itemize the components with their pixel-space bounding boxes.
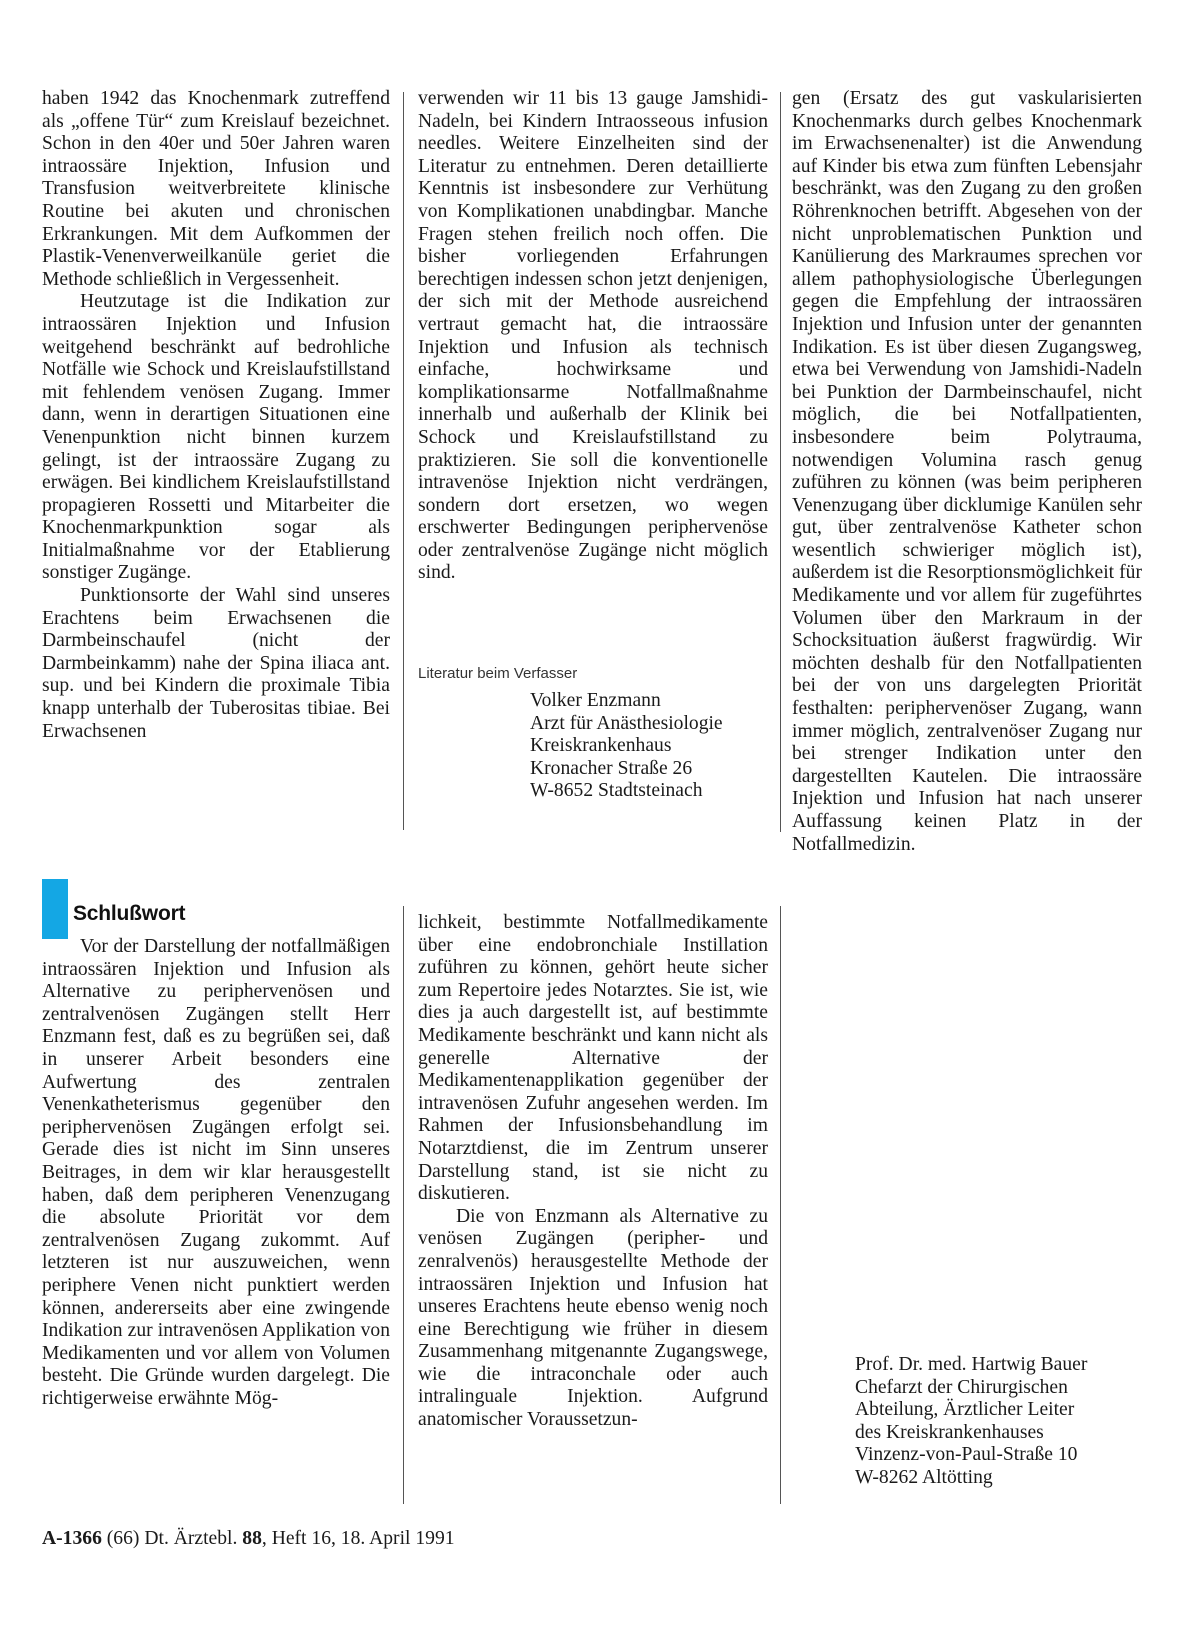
- paragraph: gen (Ersatz des gut vaskularisierten Knochenmarks durch gelbes Knochenmark im Erwachsenenalter) ist die Anwendung auf Kinder bis etwa zum fünften Lebensjahr beschränkt, was den Zugang zu den großen Röhrenknochen betrifft. Abgesehen von der nicht unproblematischen Punktion und Kanülierung des Markraumes sprechen vor allem pathophysiologische Überlegungen gegen die Empfehlung der intraossären Injektion und Infusion unter der genannten Indikation. Es ist über diesen Zugangsweg, etwa bei Verwendung von Jamshidi-Nadeln bei Punktion der Darmbeinschaufel, nicht möglich, die bei Notfallpatienten, insbesondere beim Polytrauma, notwendigen Volumina rasch genug zuführen zu können (was beim peripheren Venenzugang über dicklumige Kanülen sehr gut, über zentralvenöse Katheter schon wesentlich schwieriger möglich ist), außerdem ist die Resorptionsmöglichkeit für Medikamente und vor allem für zugeführtes Volumen über den Markraum in der Schocksituation äußerst fragwürdig. Wir möchten deshalb für den Notfallpatienten bei der von uns dargelegten Priorität festhalten: periphervenöser Zugang, wann immer möglich, zentralvenöser Zugang nur bei strenger Indikation unter den dargestellten Kautelen. Die intraossäre Injektion und Infusion hat nach unserer Auffassung keinen Platz in der Notfallmedizin.: [792, 88, 1142, 855]
- column-divider-3: [403, 906, 404, 1504]
- paragraph: haben 1942 das Knochenmark zutreffend als „offene Tür“ zum Kreislauf bezeichnet. Schon in den 40er und 50er Jahren waren intraossäre Injektion, Infusion und Transfusion weitverbreitete klinische Routine bei akuten und chronischen Erkrankungen. Mit dem Aufkommen der Plastik-Venenverweilkanüle geriet die Methode schließlich in Vergessenheit.: [42, 88, 390, 290]
- column-divider-4: [780, 906, 781, 1504]
- paragraph: Punktionsorte der Wahl sind unseres Erachtens beim Erwachsenen die Darmbeinschaufel (nicht der Darmbeinkamm) nahe der Spina iliaca ant. sup. und bei Kindern die proximale Tibia knapp unterhalb der Tuberositas tibiae. Bei Erwachsenen: [42, 585, 390, 742]
- section-heading: [42, 879, 392, 939]
- column-3: [792, 88, 1142, 856]
- author-name: Volker Enzmann: [530, 690, 661, 711]
- paragraph: Heutzutage ist die Indikation zur intraossären Injektion und Infusion weitgehend beschränkt auf bedrohliche Notfälle wie Schock und Kreislaufstillstand mit fehlendem venösen Zugang. Immer dann, wenn in derartigen Situationen eine Venenpunktion nicht binnen kurzem gelingt, ist der intraossäre Zugang zu erwägen. Bei kindlichem Kreislaufstillstand propagieren Rossetti und Mitarbeiter die Knochenmarkpunktion sogar als Initialmaßnahme vor der Etablierung sonstiger Zugänge.: [42, 291, 390, 584]
- paragraph: lichkeit, bestimmte Notfallmedikamente über eine endobronchiale Instillation zuführen zu können, gehört heute sicher zum Repertoire jedes Notarztes. Sie ist, wie dies ja auch dargestellt ist, auf bestimmte Medikamente beschränkt und kann nicht als generelle Alternative der Medikamentenapplikation gegenüber der intravenösen Zufuhr angesehen werden. Im Rahmen der Infusionsbehandlung im Notarztdienst, die im Zentrum unserer Darstellung stand, ist sie nicht zu diskutieren.: [418, 912, 768, 1205]
- issue-date: , Heft 16, 18. April 1991: [261, 1528, 455, 1549]
- journal-volume: 88: [242, 1528, 262, 1549]
- heading-title: Schlußwort: [73, 902, 186, 925]
- paragraph: Vor der Darstellung der notfallmäßigen intraossären Injektion und Infusion als Alternative zu periphervenösen und zentralvenösen Zugängen stellt Herr Enzmann fest, daß es zu begrüßen sei, daß in unserer Arbeit besonders eine Aufwertung des zentralen Venenkatheterismus gegenüber den periphervenösen Zugängen erfolgt sei. Gerade dies ist nicht im Sinn unseres Beitrages, in dem wir klar herausgestellt haben, daß dem peripheren Venenzugang die absolute Priorität vor dem zentralvenösen Zugang zukommt. Auf letzteren ist nur auszuweichen, wenn periphere Venen nicht punktiert werden können, andererseits aber eine zwingende Indikation zur intravenösen Applikation von Medikamenten und vor allem von Volumen besteht. Die Gründe wurden dargelegt. Die richtigerweise erwähnte Mög-: [42, 936, 390, 1409]
- page-number: (66): [106, 1528, 140, 1549]
- paragraph: Die von Enzmann als Alternative zu venösen Zugängen (peripher- und zenralvenös) herausgestellte Methode der intraossären Injektion und Infusion hat unseres Erachtens heute ebenso wenig noch eine Berechtigung wie früher in diesem Zusammenhang mitgenannte Zugangswege, wie die intraconchale oder auch intralinguale Injektion. Aufgrund anatomischer Voraussetzun-: [418, 1205, 768, 1431]
- author-institution: Kreiskrankenhaus: [530, 735, 672, 757]
- column-1-bottom: [42, 936, 390, 1410]
- column-1-top: [42, 88, 390, 743]
- author-line: Vinzenz-von-Paul-Straße 10: [855, 1444, 1078, 1466]
- literature-note: Literatur beim Verfasser: [418, 665, 578, 682]
- page-code: A-1366: [42, 1528, 102, 1549]
- author-street: Kronacher Straße 26: [530, 757, 693, 779]
- column-2-top: [418, 88, 768, 585]
- author-city: W-8652 Stadtsteinach: [530, 780, 703, 802]
- author-line: Prof. Dr. med. Hartwig Bauer: [855, 1354, 1088, 1375]
- author-signature-bauer: [855, 1354, 1155, 1490]
- author-line: Abteilung, Ärztlicher Leiter: [855, 1399, 1075, 1421]
- author-line: Chefarzt der Chirurgischen: [855, 1376, 1068, 1398]
- column-divider-1: [403, 92, 404, 830]
- page-footer: [42, 1528, 455, 1550]
- column-2-bottom: [418, 912, 768, 1432]
- paragraph: verwenden wir 11 bis 13 gauge Jamshidi-Nadeln, bei Kindern Intraosseous infusion needles. Weitere Einzelheiten sind der Literatur zu entnehmen. Deren detaillierte Kenntnis ist insbesondere zur Verhütung von Komplikationen unabdingbar. Manche Fragen stehen freilich noch offen. Die bisher vorliegenden Erfahrungen berechtigen indessen schon jetzt denjenigen, der sich mit der Methode ausreichend vertraut gemacht hat, die intraossäre Injektion und Infusion als technisch einfache, hochwirksame und komplikationsarme Notfallmaßnahme innerhalb und außerhalb der Klinik bei Schock und Kreislaufstillstand zu praktizieren. Sie soll die konventionelle intravenöse Injektion nicht verdrängen, sondern dort ersetzen, wo wegen erschwerter Bedingungen periphervenöse oder zentralvenöse Zugänge nicht möglich sind.: [418, 88, 768, 584]
- author-title: Arzt für Anästhesiologie: [530, 712, 723, 734]
- heading-color-bar: [42, 879, 68, 939]
- journal-name: Dt. Ärztebl.: [144, 1528, 238, 1549]
- author-line: W-8262 Altötting: [855, 1466, 993, 1488]
- author-signature-enzmann: [530, 690, 790, 803]
- author-line: des Kreiskrankenhauses: [855, 1421, 1044, 1443]
